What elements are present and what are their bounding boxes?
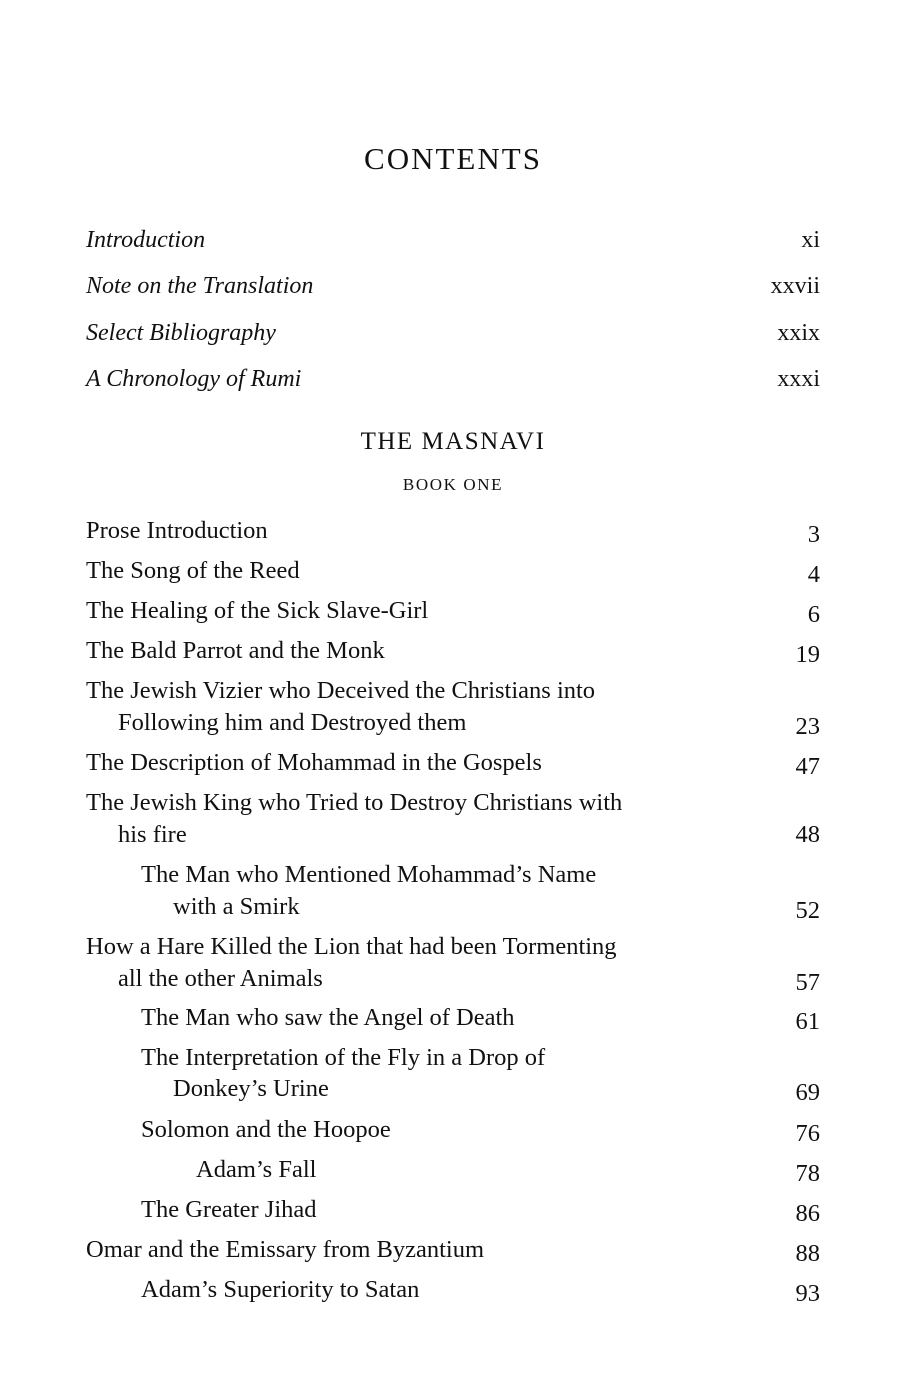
toc-entry[interactable]: [141, 1002, 820, 1034]
toc-entry-title-continued: Donkey’s Urine: [173, 1075, 329, 1102]
toc-entry-page: 76: [795, 1120, 820, 1147]
page-title: CONTENTS: [364, 141, 542, 176]
toc-front-page: xxvii: [770, 273, 820, 299]
toc-entry[interactable]: [141, 1042, 820, 1105]
toc-entry[interactable]: [141, 1114, 820, 1146]
toc-entry-page: 3: [807, 521, 820, 548]
toc-front-page: xi: [801, 227, 820, 253]
toc-entry-title: Adam’s Superiority to Satan: [141, 1276, 420, 1303]
toc-entry-title: The Jewish King who Tried to Destroy Christians with: [86, 789, 623, 816]
toc-entry[interactable]: [86, 555, 820, 587]
toc-entry-page: 19: [795, 641, 820, 668]
toc-entry[interactable]: [86, 1234, 820, 1266]
toc-entry-page: 6: [807, 601, 820, 628]
toc-entry[interactable]: [196, 1154, 820, 1186]
toc-entry-title: Solomon and the Hoopoe: [141, 1116, 391, 1143]
toc-front-title: A Chronology of Rumi: [86, 366, 302, 392]
toc-entry[interactable]: [86, 635, 820, 667]
toc-front-title: Note on the Translation: [86, 273, 314, 299]
toc-entry-page: 69: [795, 1079, 820, 1106]
toc-entry-page: 23: [795, 713, 820, 740]
toc-entry-page: 93: [795, 1280, 820, 1307]
toc-entry[interactable]: [86, 515, 820, 547]
toc-entry-title: The Healing of the Sick Slave-Girl: [86, 597, 429, 624]
toc-front-title: Introduction: [86, 227, 206, 253]
toc-entry-title-continued: his fire: [118, 821, 187, 848]
toc-entry-title-continued: with a Smirk: [173, 893, 300, 920]
toc-entry-page: 52: [795, 897, 820, 924]
toc-entry-page: 48: [795, 821, 820, 848]
toc-entry-title: Omar and the Emissary from Byzantium: [86, 1236, 485, 1263]
toc-entry[interactable]: [86, 747, 820, 779]
toc-entry[interactable]: [86, 787, 820, 851]
toc-entry-page: 78: [795, 1160, 820, 1187]
toc-entry-title: The Description of Mohammad in the Gospels: [86, 749, 542, 776]
toc-entry-page: 61: [795, 1008, 820, 1035]
toc-entry-title: The Bald Parrot and the Monk: [86, 637, 385, 664]
toc-entry-page: 86: [795, 1200, 820, 1227]
toc-front-item[interactable]: [86, 361, 820, 397]
toc-entry-page: 88: [795, 1240, 820, 1267]
toc-entry-title: The Interpretation of the Fly in a Drop of: [141, 1044, 546, 1071]
toc-entry-title: The Man who saw the Angel of Death: [141, 1004, 515, 1031]
toc-entry[interactable]: [141, 859, 820, 923]
toc-entry[interactable]: [86, 675, 820, 739]
toc-entry-title-continued: all the other Animals: [118, 965, 323, 992]
toc-front-page: xxix: [777, 320, 820, 346]
toc-entry-title: The Song of the Reed: [86, 557, 300, 584]
toc-entry-title: Adam’s Fall: [196, 1156, 317, 1183]
toc-entry-page: 4: [807, 561, 820, 588]
toc-entry[interactable]: [141, 1274, 820, 1306]
toc-front-item[interactable]: [86, 268, 820, 304]
toc-entry-title: How a Hare Killed the Lion that had been Tormenting: [86, 933, 617, 960]
section-title: THE MASNAVI: [360, 428, 546, 455]
toc-entry[interactable]: [86, 931, 820, 995]
toc-entry-page: 57: [795, 969, 820, 996]
toc-entry[interactable]: [141, 1194, 820, 1226]
toc-front-page: xxxi: [777, 366, 820, 392]
toc-entry-title: The Jewish Vizier who Deceived the Christians into: [86, 677, 596, 704]
toc-entry-title: The Greater Jihad: [141, 1196, 317, 1223]
toc-entry-title: Prose Introduction: [86, 517, 268, 544]
toc-front-item[interactable]: [86, 315, 820, 351]
toc-front-item[interactable]: [86, 222, 820, 258]
toc-entry-title: The Man who Mentioned Mohammad’s Name: [141, 861, 597, 888]
book-title: BOOK ONE: [402, 475, 504, 494]
toc-entry-title-continued: Following him and Destroyed them: [118, 709, 467, 736]
toc-front-title: Select Bibliography: [86, 320, 276, 346]
toc-entry[interactable]: [86, 595, 820, 627]
toc-entry-page: 47: [795, 753, 820, 780]
